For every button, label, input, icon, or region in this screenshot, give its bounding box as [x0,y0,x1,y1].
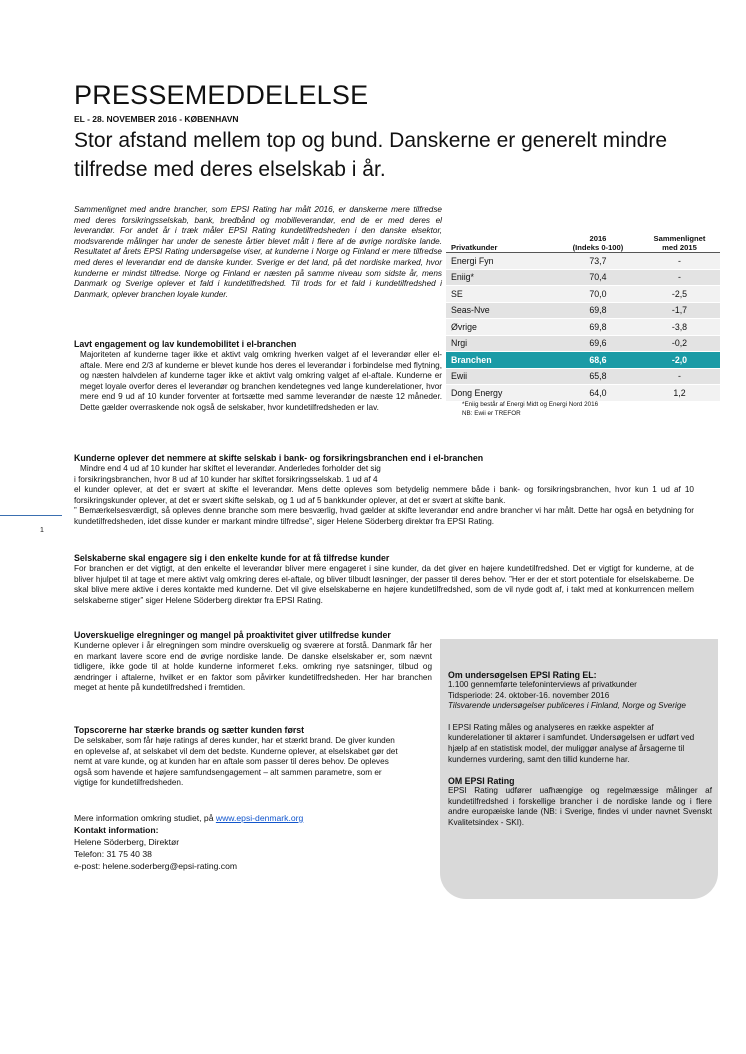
table-row [446,302,720,319]
table-row [446,253,720,270]
section-heading: Lavt engagement og lav kundemobilitet i el-branchen [74,339,297,349]
index-value-cell: 68,6 [557,352,639,369]
sidebox-paragraph: EPSI Rating udfører uafhængige og regelmæssige målinger af kundetilfredshed i forskellige brancher i de nordiske lande og i flere andre europæiske lande (NB: i Sverige, findes vi under navnet Svenskt Kvalitetsindex - SKI). [448,786,712,827]
sidebox-line: Tidsperiode: 24. oktober-16. november 2016 [448,690,610,700]
company-name-cell: Branchen [446,352,557,369]
index-value-cell: 73,7 [557,253,639,270]
company-name-cell: Eniig* [446,269,557,286]
sidebox-heading-survey: Om undersøgelsen EPSI Rating EL: [448,670,597,680]
headline: Stor afstand mellem top og bund. Danskerne er generelt mindre tilfredse med deres elselskab i år. [74,129,667,181]
index-value-cell: 69,8 [557,302,639,319]
col-header-2016: 2016 (Indeks 0-100) [557,216,639,253]
section-quote: ” Bemærkelsesværdigt, så opleves denne branche som mere besværlig, hvad gælder at skifte leverandør end andre brancher vi har målt. Dette har også en betydning for kundetilfredsheden, idet disse kunder er markant mindre tilfredse”, siger Helene Söderberg direktør fra EPSI Rating. [74,506,694,526]
page-number: 1 [40,527,44,534]
index-value-cell: 70,0 [557,286,639,303]
index-value-cell: 64,0 [557,385,639,402]
section-engage [74,553,694,606]
change-cell: -2,5 [639,286,720,303]
section-line: i forsikringsbranchen, hvor 8 ud af 10 kunder har skiftet forsikringsselskab. 1 ud af 4 [74,474,378,484]
change-cell: - [639,368,720,385]
about-sidebox [440,639,718,899]
col-header-company: Privatkunder [446,216,557,253]
index-value-cell: 65,8 [557,368,639,385]
page-title: PRESSEMEDDELELSE [74,80,369,110]
company-name-cell: SE [446,286,557,303]
table-row [446,269,720,286]
company-name-cell: Energi Fyn [446,253,557,270]
section-heading: Selskaberne skal engagere sig i den enkelte kunde for at få tilfredse kunder [74,553,390,563]
section-heading: Uoverskuelige elregninger og mangel på proaktivitet giver utilfredse kunder [74,630,391,640]
dateline: EL - 28. NOVEMBER 2016 - KØBENHAVN [74,114,239,124]
company-name-cell: Seas-Nve [446,302,557,319]
change-cell: -0,2 [639,335,720,352]
section-body: Kunderne oplever i år elregningen som mindre overskuelig og sværere at forstå. Danmark får her en markant lavere score end de øvrige nordiske lande. De danske elselskaber er, som nævnt tidligere, ikke gode til at holde kunderne informeret f.eks. omkring nye satsninger, tilbud og ændringer i aftalerne, hvilket er en faktor som påvirker kundetilfredsheden. Her har branchen meget at hente på kundetilfredshed i fremtiden. [74,641,432,693]
sidebox-paragraph: I EPSI Rating måles og analyseres en række aspekter af kunderelationer til aktører i samfundet. Undersøgelsen er udført ved hjælp af en statistisk model, der muliggør analyse af årsagerne til kundernes vurdering, samt den tillid kunderne har. [448,722,695,764]
table-row [446,319,720,336]
sidebox-heading-about: OM EPSI Rating [448,776,515,787]
change-cell: - [639,269,720,286]
contact-heading: Kontakt information: [74,825,159,835]
intro-paragraph: Sammenlignet med andre brancher, som EPSI Rating har målt 2016, er danskerne mere tilfredse med deres forsikringsselskab, bank, bredbånd og mobilleverandør, end de er med deres el leverandør. For andet år i træk måler EPSI Rating kundetilfredsheden i den danske elsektor, modsvarende målinger har under de seneste årtier blevet målt i flere af de øvrige nordiske lande. Resultatet af årets EPSI Rating undersøgelse viser, at kunderne i Norge og Finland er mere tilfredse med deres el leverandør end de danske kunder. Sverige er det land, på det nordiske marked, hvor kunderne er mindst tilfredse. Norge og Finland er næsten på samme niveau som sidste år, mens Danmark og Sverige oplever et fald i kundetilfredshed. Til trods for et fald i kundetilfredshed i Danmark, oplever branchen loyale kunder. [74,205,442,299]
company-name-cell: Ewii [446,368,557,385]
contact-phone: Telefon: 31 75 40 38 [74,849,152,859]
section-line: Mindre end 4 ud af 10 kunder har skiftet el leverandør. Anderledes forholder det sig [80,464,381,473]
sidebox-line: 1.100 gennemførte telefoninterviews af privatkunder [448,680,637,689]
table-row [446,286,720,303]
more-info-text: Mere information omkring studiet, på [74,813,216,823]
section-heading: Topscorerne har stærke brands og sætter kunden først [74,725,305,735]
section-bills [74,630,432,694]
more-info-line [74,812,303,824]
company-name-cell: Øvrige [446,319,557,336]
footnote-rule [0,515,62,516]
section-switching [74,453,694,528]
section-heading: Kunderne oplever det nemmere at skifte selskab i bank- og forsikringsbranchen end i el-branchen [74,453,484,463]
index-value-cell: 70,4 [557,269,639,286]
section-body: De selskaber, som får høje ratings af deres kunder, har et stærkt brand. De giver kunden en oplevelse af, at selskabet vil dem det bedste. Kunderne oplever, at elselskabet gør det nemt at vare kunde, og at kunden har en aftale som passer til deres behov. De opleves også som havende et højere samfundsengagement – alt sammen parametre, som er vigtige for kundetilfredsheden. [74,736,398,788]
section-engagement [74,339,442,414]
section-topscorers [74,725,404,789]
change-cell: -2,0 [639,352,720,369]
ranking-table [446,216,720,402]
section-body: Majoriteten af kunderne tager ikke et aktivt valg omkring hverken valget af el leverandør eller el-aftale. Mere end 2/3 af kunderne er blevet kunde hos deres el leverandør i forbindelse med flytning, og næsten halvdelen af kunderne tager ikke et aktivt valg omkring valget af el-aftale. Kunderne er meget loyale overfor deres el leverandør og branchen kendetegnes ved lange kunderelationer, hvor mere end 9 ud af 10 kunder forventer at fortsætte med samme leverandør de næste 12 måneder. Dette gælder overraskende nok også de selskaber, hvor kundetilfredsheden er lav. [80,350,442,412]
sidebox-content [448,670,712,829]
contact-name: Helene Söderberg, Direktør [74,837,180,847]
sidebox-line: Tilsvarende undersøgelser publiceres i Finland, Norge og Sverige [448,701,686,711]
contact-block [74,812,303,872]
section-line: el kunder oplever, at det er svært at skifte el leverandør. Mens dette opleves som betydelig nemmere både i bank- og forsikringsbranchen, hvor kun 1 ud af 10 forsikringskunder oplever, at det er svært skifte selskab, og 1 ud af 5 bankkunder oplever, at det er svært at skifte bank. [74,485,694,505]
table-row [446,352,720,369]
footnote-ewii: NB: Ewii er TREFOR [462,410,521,417]
change-cell: - [639,253,720,270]
change-cell: 1,2 [639,385,720,402]
contact-email: e-post: helene.soderberg@epsi-rating.com [74,861,238,871]
table-row [446,368,720,385]
table-row [446,385,720,402]
change-cell: -3,8 [639,319,720,336]
company-name-cell: Nrgi [446,335,557,352]
col-header-change: Sammenlignet med 2015 [639,216,720,253]
table-row [446,335,720,352]
change-cell: -1,7 [639,302,720,319]
index-value-cell: 69,8 [557,319,639,336]
section-body: For branchen er det vigtigt, at den enkelte el leverandør bliver mere engageret i sine kunder, da det giver en højere kundetilfredshed. Det er vigtigt for kunderne, at de bliver hjulpet til at tage et mere aktivt valg omkring deres el-aftale, og bliver tilbudt løsninger, der passer til deres behov. ”Her er der et stort potentiale for elselskaberne. De skal blive mere aktive i deres kontakte med kunderne. Det vil give elselskaberne en højere kundetilfredshed, som de vil nyde godt af, i takt med at konkurrencen mellem selskaberne stiger” siger Helene Söderberg direktør fra EPSI Rating. [74,564,694,605]
table-footnote [462,400,598,418]
website-link[interactable]: www.epsi-denmark.org [215,813,304,823]
index-value-cell: 69,6 [557,335,639,352]
company-name-cell: Dong Energy [446,385,557,402]
footnote-eniig: *Eniig består af Energi Midt og Energi Nord 2016 [462,401,599,408]
